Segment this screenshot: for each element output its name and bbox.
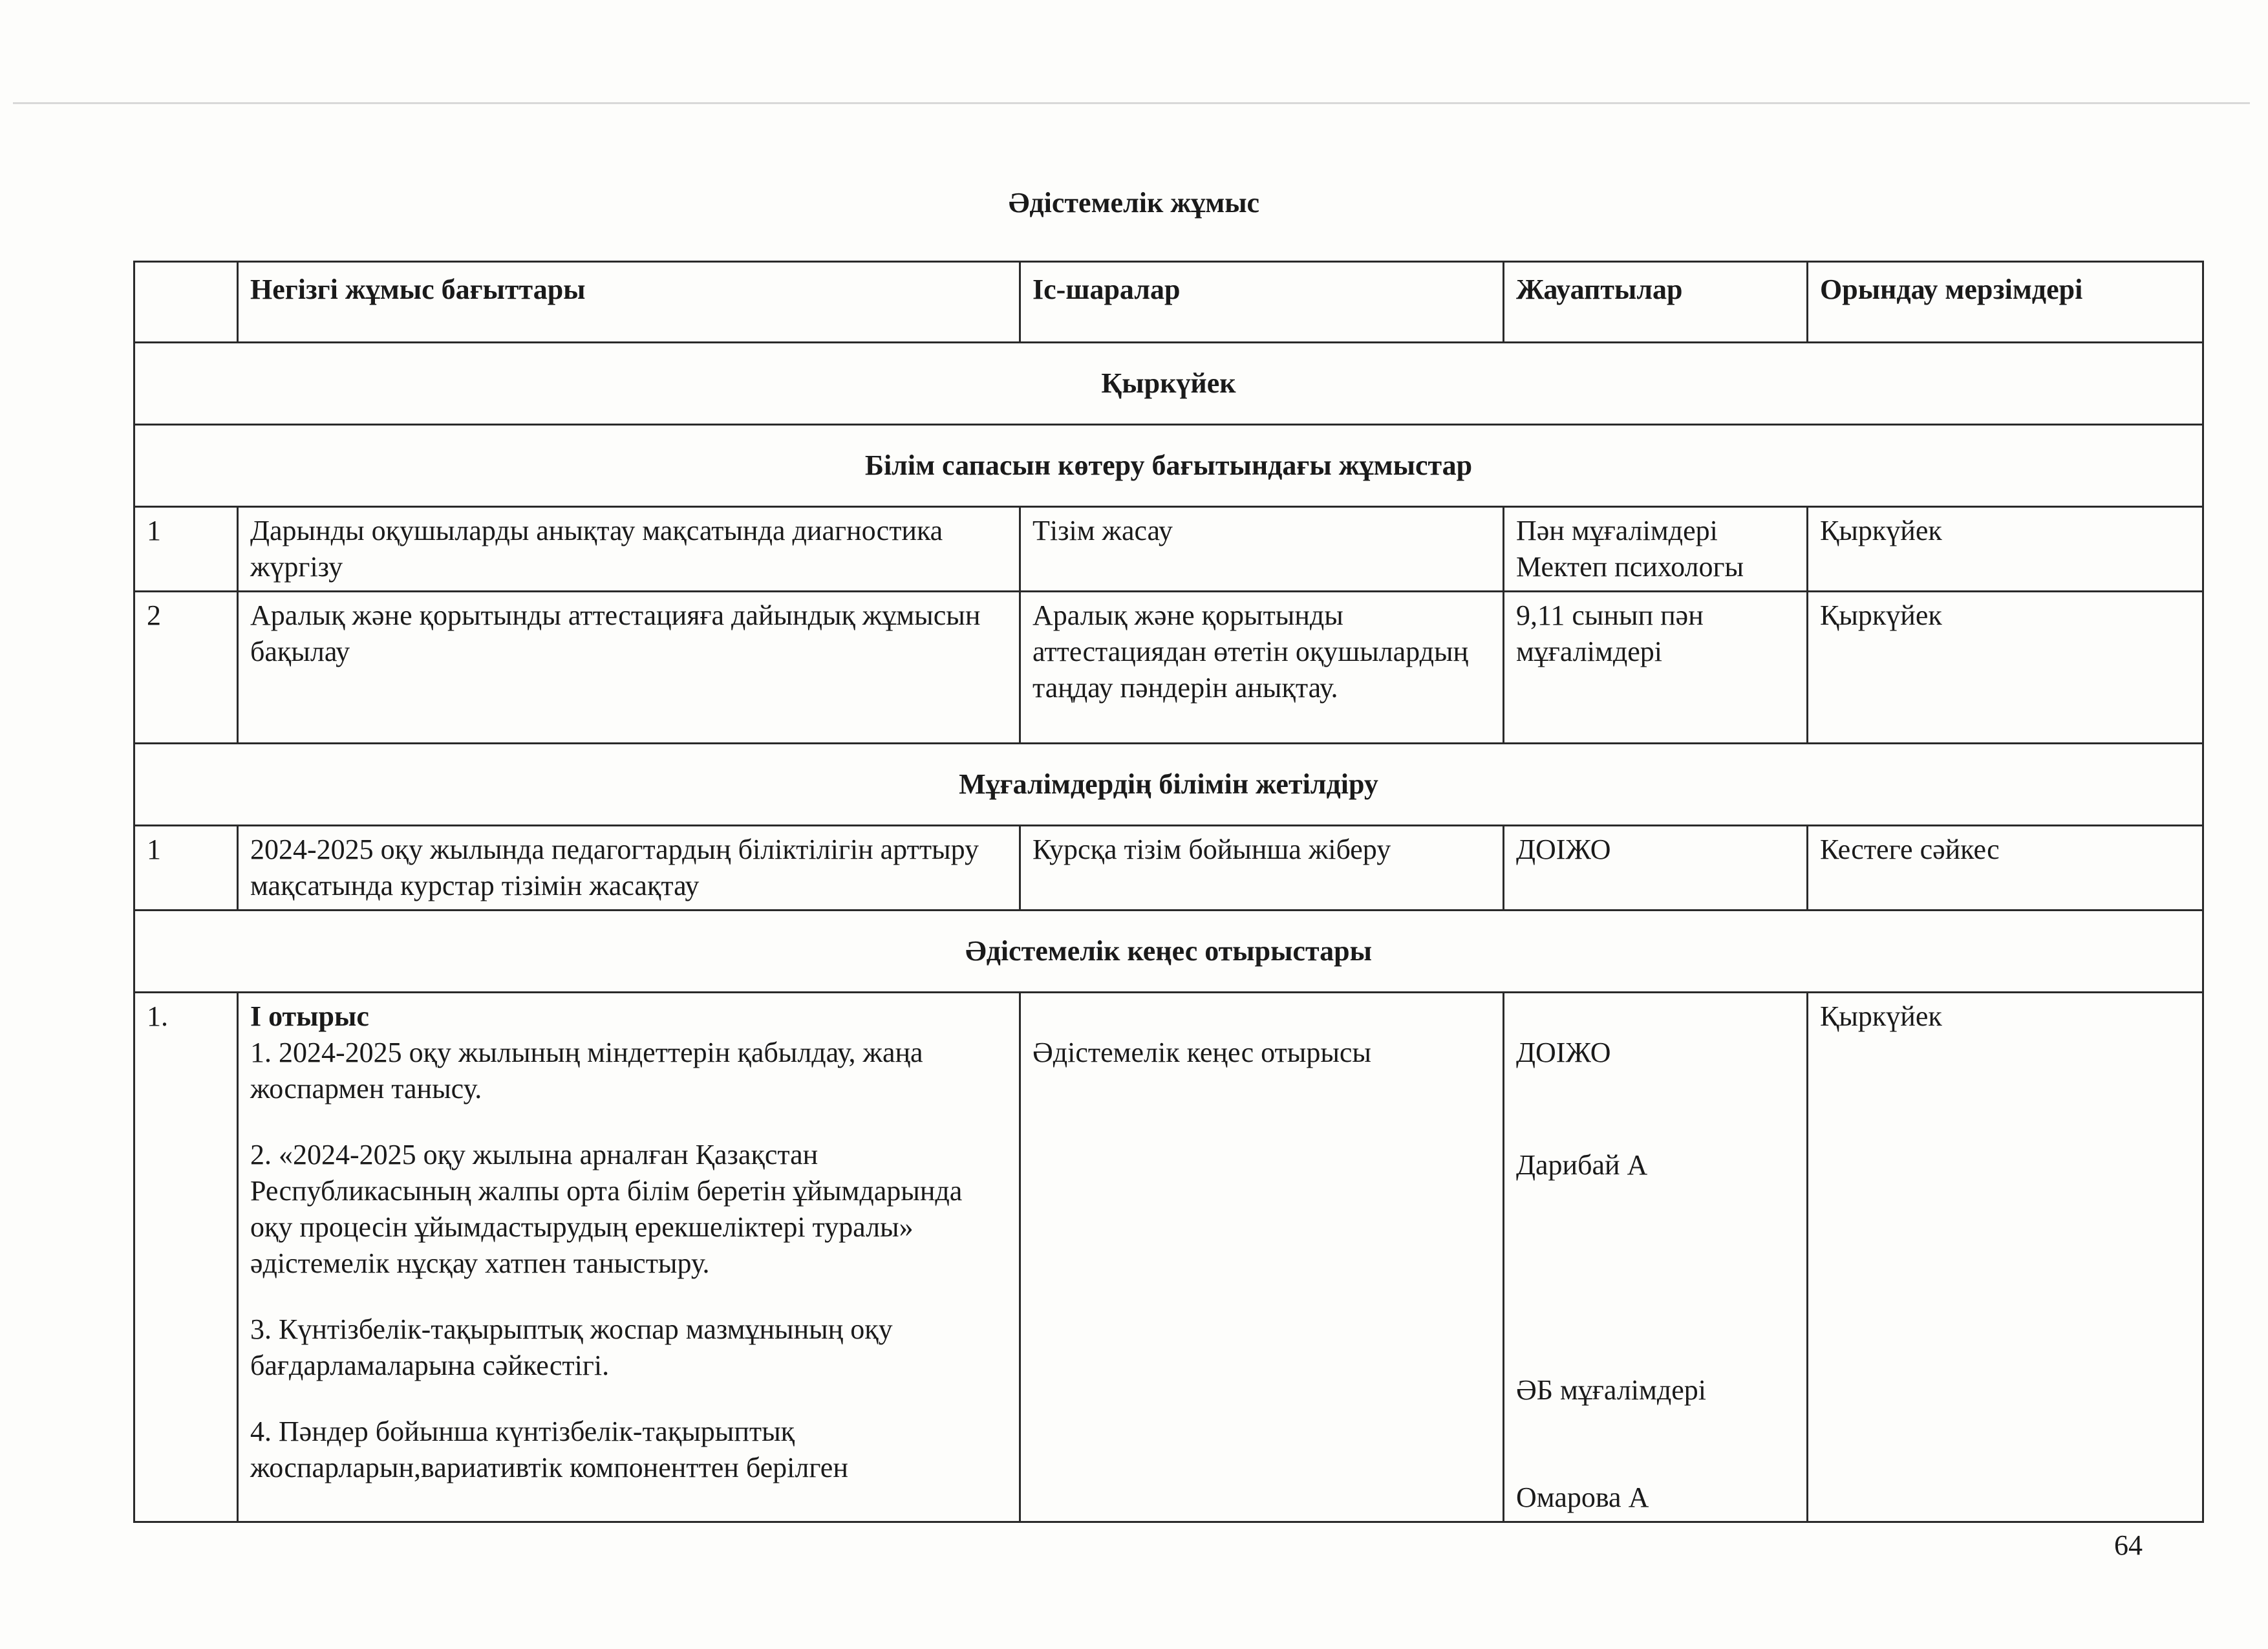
row-responsible: ДОІЖО	[1504, 826, 1808, 911]
row-responsible: 9,11 сынып пән мұғалімдері	[1504, 592, 1808, 744]
header-num	[134, 262, 238, 343]
row-direction: Дарынды оқушыларды анықтау мақсатында диагностика жүргізу	[238, 507, 1020, 592]
work-plan-table	[133, 261, 2204, 1523]
responsible-person: Омарова А	[1516, 1482, 1649, 1513]
row-activity: Курсқа тізім бойынша жіберу	[1020, 826, 1504, 911]
row-deadline: Қыркүйек	[1808, 993, 2203, 1522]
row-deadline: Кестеге сәйкес	[1808, 826, 2203, 911]
section-header-row	[134, 425, 2203, 507]
row-direction: 2024-2025 оқу жылында педагогтардың біліктілігін арттыру мақсатында курстар тізімін жасақтау	[238, 826, 1020, 911]
agenda-item: 4. Пәндер бойынша күнтізбелік-тақырыптық жоспарларын,вариативтік компоненттен берілген	[250, 1416, 848, 1483]
header-directions: Негізгі жұмыс бағыттары	[238, 262, 1020, 343]
header-responsible: Жауаптылар	[1504, 262, 1808, 343]
meeting-activity: Әдістемелік кеңес отырысы	[1032, 1037, 1371, 1068]
row-direction: Аралық және қорытынды аттестацияға дайындық жұмысын бақылау	[238, 592, 1020, 744]
row-deadline: Қыркүйек	[1808, 507, 2203, 592]
month-label: Қыркүйек	[134, 343, 2203, 425]
header-deadlines: Орындау мерзімдері	[1808, 262, 2203, 343]
page-number: 64	[2114, 1529, 2143, 1561]
row-responsible	[1504, 993, 1808, 1522]
section-header-row	[134, 744, 2203, 826]
responsible-person: ДОІЖО	[1516, 1037, 1611, 1068]
row-activity: Аралық және қорытынды аттестациядан өтетін оқушылардың таңдау пәндерін анықтау.	[1020, 592, 1504, 744]
row-responsible: Пән мұғалімдері Мектеп психологы	[1504, 507, 1808, 592]
document-title: Әдістемелік жұмыс	[1008, 187, 1260, 219]
agenda-item: 2. «2024-2025 оқу жылына арналған Қазақстан Республикасының жалпы орта білім беретін ұйымдарында оқу процесін ұйымдастырудың ерекшеліктері туралы» әдістемелік нұсқау хатпен таныстыру.	[250, 1139, 963, 1279]
section-title: Әдістемелік кеңес отырыстары	[134, 911, 2203, 993]
row-deadline: Қыркүйек	[1808, 592, 2203, 744]
row-number: 1.	[134, 993, 238, 1522]
row-activity	[1020, 993, 1504, 1522]
section-title: Білім сапасын көтеру бағытындағы жұмыстар	[134, 425, 2203, 507]
table-row	[134, 826, 2203, 911]
table-row	[134, 507, 2203, 592]
agenda-item: 1. 2024-2025 оқу жылының міндеттерін қабылдау, жаңа жоспармен танысу.	[250, 1037, 923, 1105]
row-activity: Тізім жасау	[1020, 507, 1504, 592]
responsible-person: ӘБ мұғалімдері	[1516, 1374, 1707, 1406]
table-row	[134, 592, 2203, 744]
table-row	[134, 993, 2203, 1522]
row-number: 1	[134, 826, 238, 911]
row-direction	[238, 993, 1020, 1522]
header-activities: Іс-шаралар	[1020, 262, 1504, 343]
row-number: 2	[134, 592, 238, 744]
month-row	[134, 343, 2203, 425]
row-number: 1	[134, 507, 238, 592]
responsible-person: Дарибай А	[1516, 1149, 1648, 1181]
scan-edge-line	[13, 102, 2250, 104]
section-title: Мұғалімдердің білімін жетілдіру	[134, 744, 2203, 826]
agenda-item: 3. Күнтізбелік-тақырыптық жоспар мазмұнының оқу бағдарламаларына сәйкестігі.	[250, 1313, 893, 1381]
meeting-heading: I отырыс	[250, 1000, 369, 1032]
table-header-row	[134, 262, 2203, 343]
section-header-row	[134, 911, 2203, 993]
